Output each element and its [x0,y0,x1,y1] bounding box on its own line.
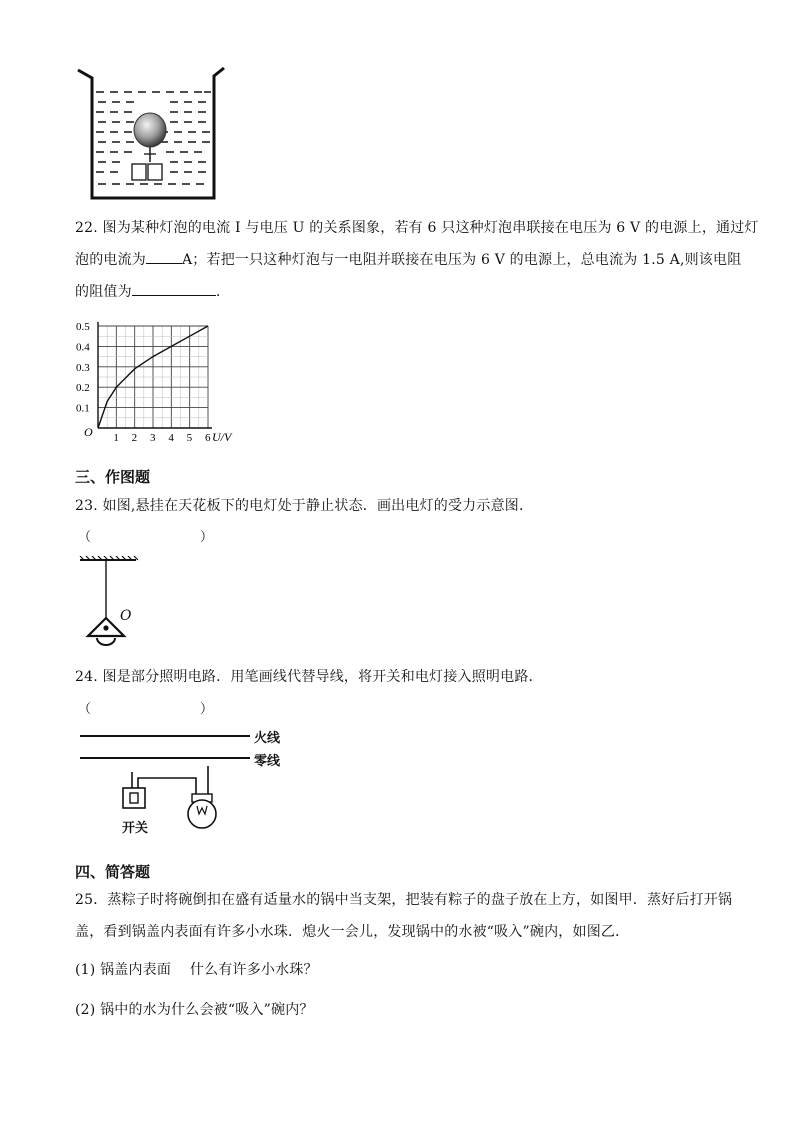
y-tick-label: 0.5 [76,321,90,333]
q24-paren-open: （ [78,702,92,717]
x-tick-label: 6 [205,432,211,444]
x-tick-label: 4 [168,432,174,444]
answer-blank-current[interactable] [146,249,182,264]
point-o-label: O [120,608,132,624]
y-tick-label: 0.2 [76,382,90,395]
q23-text: 23. 如图,悬挂在天花板下的电灯处于静止状态．画出电灯的受力示意图． [75,498,534,514]
chart-x-tick-labels [113,432,211,444]
chart-origin-label: O [84,425,93,439]
chart-axes [98,322,212,428]
q23-paren-close: ） [200,530,214,545]
q22-line3-suffix: . [215,284,221,300]
q22-line2-suffix: A；若把一只这种灯泡与一电阻并联接在电压为 6 V 的电源上，总电流为 1.5 A,则该电阻 [182,252,742,268]
q24-text: 24. 图是部分照明电路．用笔画线代替导线，将开关和电灯接入照明电路． [75,669,543,685]
y-tick-label: 0.4 [76,341,90,354]
y-tick-label: 0.3 [76,361,90,374]
x-tick-label: 5 [186,432,193,444]
hanging-lamp-figure [78,556,158,650]
answer-blank-resistance[interactable] [132,281,216,296]
x-tick-label: 2 [131,432,138,444]
x-tick-label: 1 [113,432,119,444]
section-heading-short-answer: 四、简答题 [75,863,151,881]
lighting-circuit-figure [78,724,258,834]
q25-line1: 25．蒸粽子时将碗倒扣在盛有适量水的锅中当支架，把装有粽子的盘子放在上方，如图甲．蒸好后打开锅 [75,892,733,908]
x-tick-label: 3 [150,432,156,444]
q25-line2: 盖，看到锅盖内表面有许多小水珠．熄火一会儿，发现锅中的水被“吸入”碗内，如图乙． [75,924,630,940]
q23-paren-open: （ [78,530,92,545]
y-tick-label: 0.1 [76,402,90,415]
q25-sub2: (2) 锅中的水为什么会被“吸入”碗内？ [75,1002,314,1018]
chart-x-axis-label: U/V [212,430,232,444]
chart-grid [98,326,208,428]
chart-y-tick-labels [76,321,90,415]
q22-line2 [75,249,741,270]
beaker-figure [74,62,234,202]
iu-chart [74,318,254,446]
switch-label: 开关 [122,821,149,836]
live-wire-label: 火线 [254,731,281,746]
q22-line1: 22. 图为某种灯泡的电流 I 与电压 U 的关系图象，若有 6 只这种灯泡串联接在电压为 6 V 的电源上，通过灯 [75,220,759,236]
q22-line3 [75,281,220,302]
q25-sub1: (1) 锅盖内表面 什么有许多小水珠？ [75,962,318,978]
section-heading-drawing: 三、作图题 [75,468,151,486]
q22-line2-prefix: 泡的电流为 [75,252,146,268]
q24-paren-close: ） [200,702,214,717]
q22-line3-prefix: 的阻值为 [75,284,132,300]
neutral-wire-label: 零线 [254,754,281,769]
